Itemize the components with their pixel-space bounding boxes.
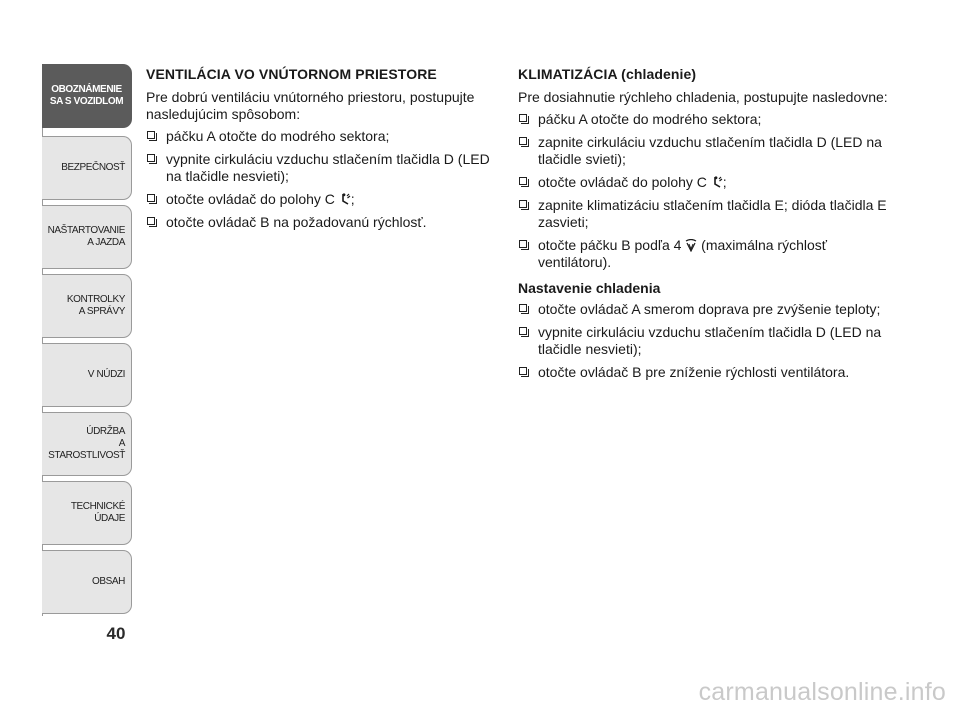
section-intro: Pre dobrú ventiláciu vnútorného priestoru, postupujte nasledujúcim spôsobom: xyxy=(146,89,475,122)
airflow-feet-icon xyxy=(711,176,723,189)
checkbox-bullet-icon xyxy=(519,200,527,208)
list-item: otočte ovládač do polohy C ; xyxy=(146,191,496,208)
fan-max-icon xyxy=(685,239,697,252)
checkbox-bullet-icon xyxy=(519,304,527,312)
list-item: zapnite cirkuláciu vzduchu stlačením tlačidla D (LED na tlačidle svieti); xyxy=(518,134,888,168)
list-item: vypnite cirkuláciu vzduchu stlačením tlačidla D (LED na tlačidle nesvieti); xyxy=(146,151,496,185)
tab-kontrolky[interactable]: KONTROLKY A SPRÁVY xyxy=(42,274,132,338)
section-title: KLIMATIZÁCIA (chladenie) xyxy=(518,66,697,82)
watermark: carmanualsonline.info xyxy=(698,678,946,706)
tab-bezpecnost[interactable]: BEZPEČNOSŤ xyxy=(42,136,132,200)
section-intro: Pre dosiahnutie rýchleho chladenia, postupujte nasledovne: xyxy=(518,89,888,105)
tab-v-nudzi[interactable]: V NÚDZI xyxy=(42,343,132,407)
checkbox-bullet-icon xyxy=(519,177,527,185)
list-item: vypnite cirkuláciu vzduchu stlačením tlačidla D (LED na tlačidle nesvieti); xyxy=(518,324,888,358)
airflow-feet-icon xyxy=(339,193,351,206)
list-item: páčku A otočte do modrého sektora; xyxy=(518,111,888,128)
step-list xyxy=(518,301,888,381)
checkbox-bullet-icon xyxy=(519,367,527,375)
air-conditioning-section xyxy=(518,66,888,387)
list-item: páčku A otočte do modrého sektora; xyxy=(146,128,496,145)
list-item: otočte ovládač A smerom doprava pre zvýšenie teploty; xyxy=(518,301,888,318)
checkbox-bullet-icon xyxy=(519,137,527,145)
checkbox-bullet-icon xyxy=(519,327,527,335)
checkbox-bullet-icon xyxy=(147,194,155,202)
tab-udrzba[interactable]: ÚDRŽBA A STAROSTLIVOSŤ xyxy=(42,412,132,476)
step-list xyxy=(518,111,888,271)
step-list xyxy=(146,128,496,231)
ventilation-section xyxy=(146,66,496,237)
list-item: zapnite klimatizáciu stlačením tlačidla E; dióda tlačidla E zasvieti; xyxy=(518,197,888,231)
checkbox-bullet-icon xyxy=(519,240,527,248)
tab-oboznamenie[interactable]: OBOZNÁMENIE SA S VOZIDLOM xyxy=(42,64,132,128)
list-item: otočte ovládač B pre zníženie rýchlosti ventilátora. xyxy=(518,364,888,381)
checkbox-bullet-icon xyxy=(519,114,527,122)
checkbox-bullet-icon xyxy=(147,217,155,225)
tab-obsah[interactable]: OBSAH xyxy=(42,550,132,614)
tab-technicke-udaje[interactable]: TECHNICKÉ ÚDAJE xyxy=(42,481,132,545)
subheading: Nastavenie chladenia xyxy=(518,280,661,296)
list-item: otočte ovládač B na požadovanú rýchlosť. xyxy=(146,214,496,231)
checkbox-bullet-icon xyxy=(147,154,155,162)
checkbox-bullet-icon xyxy=(147,131,155,139)
page-number: 40 xyxy=(106,624,126,643)
list-item: otočte páčku B podľa 4 (maximálna rýchlosť ventilátoru). xyxy=(518,237,888,271)
section-title: VENTILÁCIA VO VNÚTORNOM PRIESTORE xyxy=(146,66,437,82)
list-item: otočte ovládač do polohy C ; xyxy=(518,174,888,191)
tab-nastartovanie[interactable]: NAŠTARTOVANIE A JAZDA xyxy=(42,205,132,269)
